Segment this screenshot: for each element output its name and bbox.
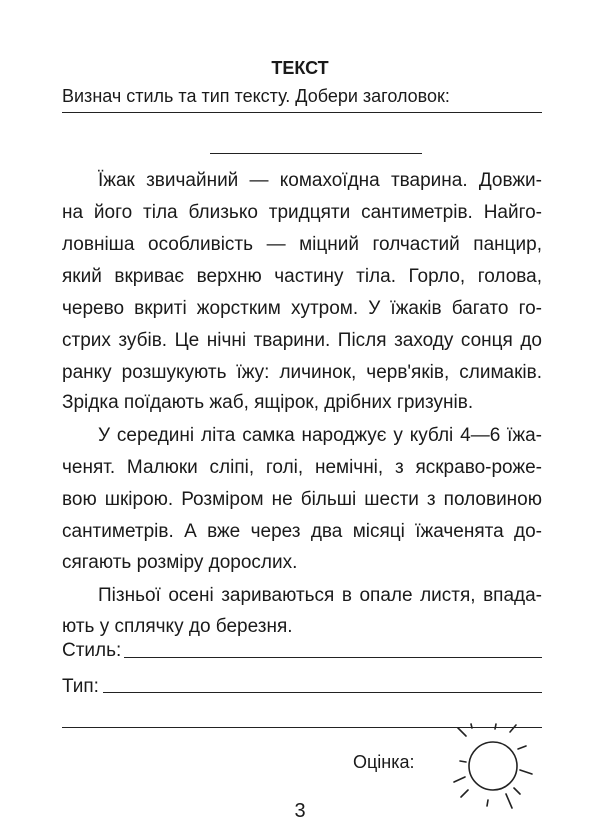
text-line: вою шкірою. Розміром не більші шести з половиною — [62, 489, 542, 510]
style-label: Стиль: — [62, 640, 122, 661]
text-line: ранку розшукують їжу: личинок, черв'яків, слимаків. — [62, 362, 542, 383]
sun-icon[interactable] — [448, 722, 538, 812]
type-answer-line[interactable] — [103, 692, 542, 693]
text-line: Пізньої осені зариваються в опале листя, впада- — [98, 585, 542, 606]
style-answer-line[interactable] — [124, 657, 542, 658]
text-line: У середині літа самка народжує у кублі 4—6 їжа- — [98, 425, 542, 446]
answer-line-title-2[interactable] — [210, 153, 422, 154]
instruction-text: Визнач стиль та тип тексту. Добери заголовок: — [62, 86, 450, 106]
text-line: сантиметрів. А вже через два місяці їжаченята до- — [62, 521, 542, 542]
text-line: ють у сплячку до березня. — [62, 616, 293, 637]
text-line: стрих зубів. Це нічні тварини. Після заходу сонця до — [62, 330, 542, 351]
text-line: сягають розміру дорослих. — [62, 552, 298, 573]
text-line: який вкриває верхню частину тіла. Горло, голова, — [62, 266, 542, 287]
text-line: Їжак звичайний — комахоїдна тварина. Довжи- — [98, 170, 542, 191]
text-line: черево вкриті жорстким хутром. У їжаків багато го- — [62, 298, 542, 319]
grade-label: Оцінка: — [353, 752, 415, 772]
text-line: на його тіла близько тридцяти сантиметрів. Найго- — [62, 202, 542, 223]
type-label: Тип: — [62, 676, 99, 697]
answer-line-title-1[interactable] — [62, 112, 542, 113]
text-line: Зрідка поїдають жаб, ящірок, дрібних гризунів. — [62, 392, 474, 413]
text-line: ченят. Малюки сліпі, голі, немічні, з яскраво-роже- — [62, 457, 542, 478]
worksheet-title: ТЕКСТ — [271, 58, 329, 78]
page-number: 3 — [294, 800, 306, 822]
text-line: ловніша особливість — міцний голчастий панцир, — [62, 234, 542, 255]
